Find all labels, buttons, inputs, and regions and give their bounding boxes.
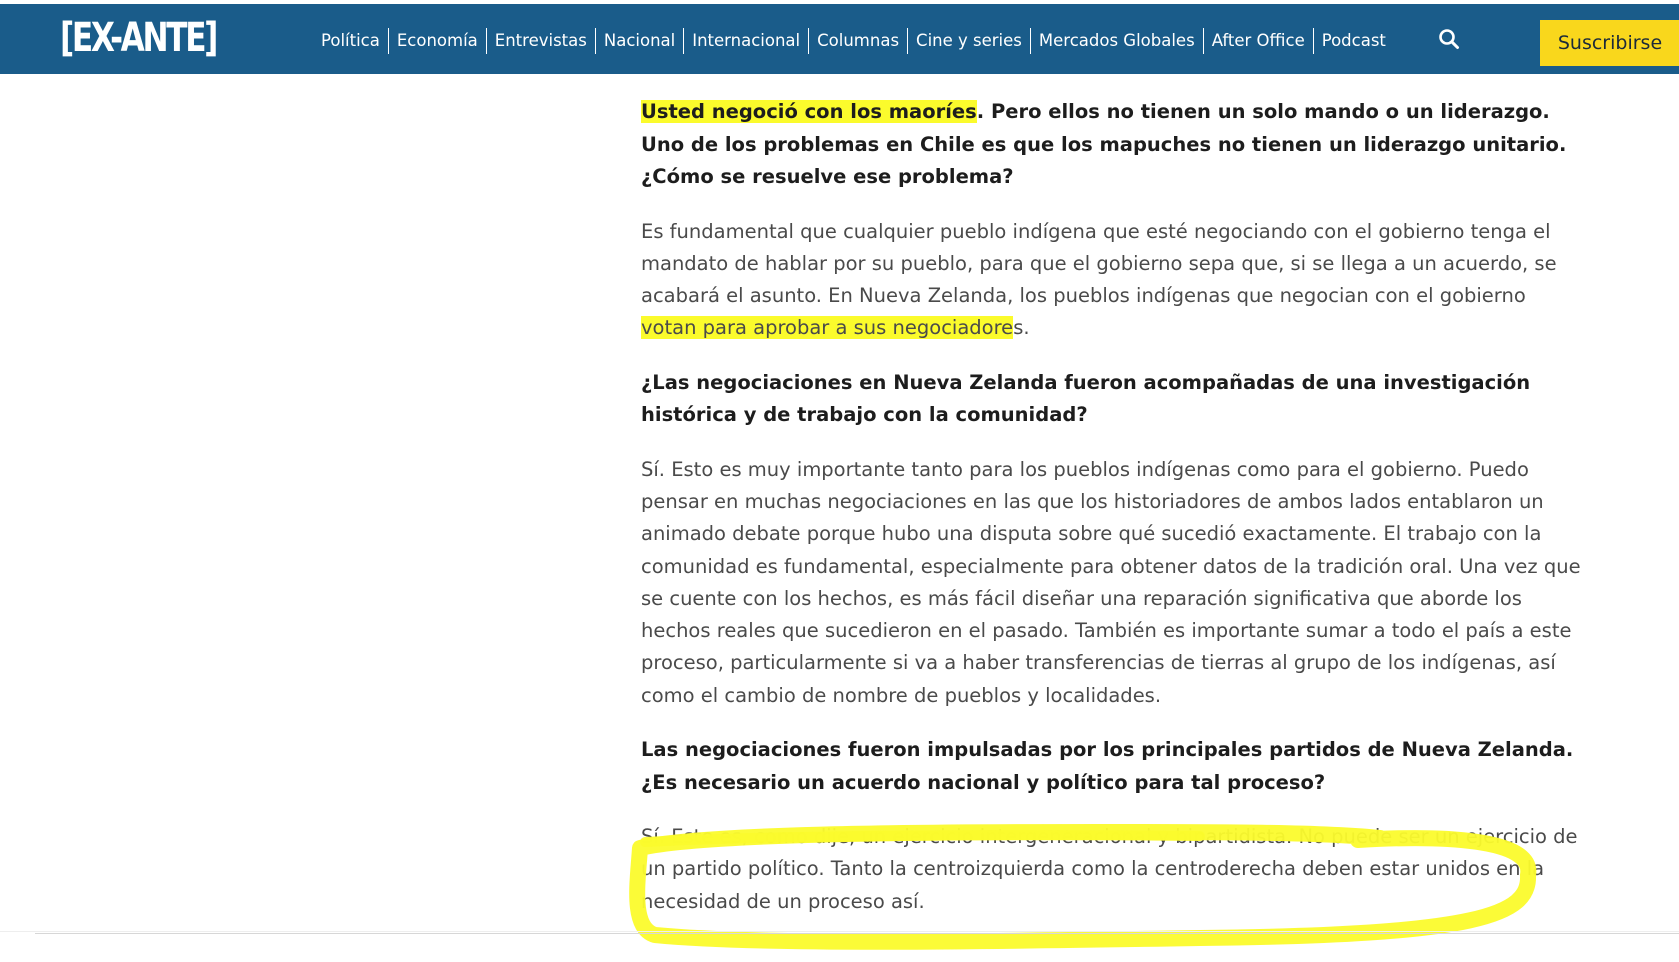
site-logo[interactable]: [EX-ANTE] bbox=[60, 15, 217, 61]
question-1 bbox=[641, 96, 1581, 194]
nav-item-podcast[interactable]: Podcast bbox=[1313, 28, 1394, 54]
article-body bbox=[641, 96, 1581, 940]
question-1-text: . Pero ellos no tienen un solo mando o un liderazgo. Uno de los problemas en Chile es que los mapuches no tienen un liderazgo unitario. ¿Cómo se resuelve ese problema? bbox=[641, 100, 1567, 188]
site-header bbox=[0, 4, 1679, 74]
nav-item-economia[interactable]: Economía bbox=[388, 28, 486, 54]
search-icon[interactable] bbox=[1437, 27, 1461, 51]
nav-item-after-office[interactable]: After Office bbox=[1203, 28, 1313, 54]
answer-1-text: Es fundamental que cualquier pueblo indígena que esté negociando con el gobierno tenga el mandato de hablar por su pueblo, para que el gobierno sepa que, si se llega a un acuerdo, se acabará el asunto. En Nueva Zelanda, los pueblos indígenas que negocian con el gobierno bbox=[641, 219, 1557, 308]
page-divider bbox=[0, 931, 1679, 932]
page-divider bbox=[35, 933, 1679, 934]
question-3: Las negociaciones fueron impulsadas por los principales partidos de Nueva Zelanda. ¿Es necesario un acuerdo nacional y político para tal proceso? bbox=[641, 738, 1574, 794]
nav-item-mercados-globales[interactable]: Mercados Globales bbox=[1030, 28, 1203, 54]
answer-1-end: s. bbox=[1013, 316, 1030, 340]
nav-item-cine-y-series[interactable]: Cine y series bbox=[907, 28, 1030, 54]
answer-2: Sí. Esto es muy importante tanto para los pueblos indígenas como para el gobierno. Puedo pensar en muchas negociaciones en las que los historiadores de ambos lados entablaron un animado debate porque hubo una disputa sobre qué sucedió exactamente. El trabajo con la comunidad es fundamental, especialmente para obtener datos de la tradición oral. Una vez que se cuente con los hechos, es más fácil diseñar una reparación significativa que aborde los hechos reales que sucedieron en el pasado. También es importante sumar a todo el país a este proceso, particularmente si va a haber transferencias de tierras al grupo de los indígenas, así como el cambio de nombre de pueblos y localidades. bbox=[641, 457, 1581, 707]
nav-item-entrevistas[interactable]: Entrevistas bbox=[486, 28, 595, 54]
subscribe-button[interactable]: Suscribirse bbox=[1540, 20, 1679, 66]
answer-1 bbox=[641, 216, 1581, 345]
main-nav bbox=[314, 26, 1394, 56]
question-2: ¿Las negociaciones en Nueva Zelanda fueron acompañadas de una investigación histórica y de trabajo con la comunidad? bbox=[641, 370, 1531, 427]
highlighted-text: votan para aprobar a sus negociadore bbox=[641, 316, 1014, 340]
nav-item-internacional[interactable]: Internacional bbox=[683, 28, 808, 54]
nav-item-columnas[interactable]: Columnas bbox=[808, 28, 907, 54]
highlighted-text: Usted negoció con los maoríes bbox=[641, 100, 977, 123]
nav-item-nacional[interactable]: Nacional bbox=[595, 28, 683, 54]
answer-3: Sí. Este es, como dije, un ejercicio intergeneracional y bipartidista. No puede ser un ejercicio de un partido político. Tanto la centroizquierda como la centroderecha deben estar unidos en la necesidad de un proceso así. bbox=[641, 825, 1578, 913]
nav-item-politica[interactable]: Política bbox=[321, 31, 380, 50]
